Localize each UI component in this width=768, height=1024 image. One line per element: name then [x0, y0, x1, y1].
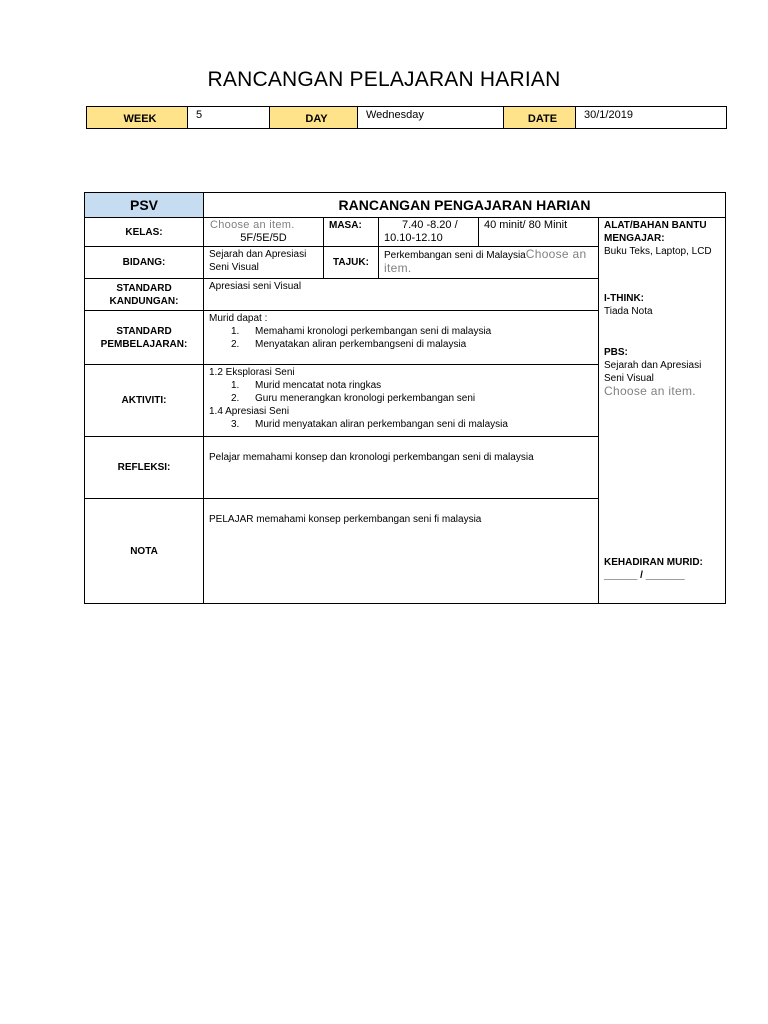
lesson-plan-table	[84, 192, 726, 604]
kelas-choose-placeholder[interactable]: Choose an item.	[210, 219, 295, 231]
masa-label: MASA:	[324, 218, 379, 247]
sk-label-line-2: KANDUNGAN:	[109, 295, 179, 307]
ithink-label: I-THINK:	[604, 293, 644, 304]
day-label: DAY	[270, 107, 358, 129]
tajuk-label: TAJUK:	[324, 247, 379, 279]
refleksi-value[interactable]: Pelajar memahami konsep dan kronologi perkembangan seni di malaysia	[204, 437, 599, 499]
masa-cell[interactable]	[379, 218, 479, 247]
list-item: 1. Murid mencatat nota ringkas	[231, 380, 382, 391]
sp-list	[209, 325, 593, 351]
alat-label: ALAT/BAHAN BANTU MENGAJAR:	[604, 220, 707, 244]
nota-value[interactable]: PELAJAR memahami konsep perkembangan seni fi malaysia	[204, 499, 599, 604]
standard-pembelajaran-cell[interactable]	[204, 311, 599, 365]
aktiviti-heading-1: 1.2 Eksplorasi Seni	[209, 367, 295, 378]
ithink-value[interactable]: Tiada Nota	[604, 306, 653, 317]
sp-label-line-2: PEMBELAJARAN:	[100, 338, 188, 350]
date-value[interactable]: 30/1/2019	[576, 107, 727, 129]
table-title: RANCANGAN PENGAJARAN HARIAN	[204, 193, 726, 218]
sk-label-line-1: STANDARD	[116, 282, 172, 294]
list-item: 2. Menyatakan aliran perkembangseni di malaysia	[231, 339, 467, 350]
kehadiran-label: KEHADIRAN MURID:	[604, 557, 703, 568]
info-table	[86, 106, 727, 129]
bidang-value[interactable]: Sejarah dan Apresiasi Seni Visual	[204, 247, 324, 279]
list-item: 2. Guru menerangkan kronologi perkembangan seni	[231, 393, 476, 404]
standard-kandungan-value[interactable]: Apresiasi seni Visual	[204, 279, 599, 311]
alat-value[interactable]: Buku Teks, Laptop, LCD	[604, 246, 712, 257]
document-title: RANCANGAN PELAJARAN HARIAN	[207, 68, 561, 91]
bidang-label: BIDANG:	[85, 247, 204, 279]
pbs-label: PBS:	[604, 347, 628, 358]
duration-cell[interactable]: 40 minit/ 80 Minit	[479, 218, 599, 247]
aktiviti-list-1	[209, 379, 593, 405]
sp-label-line-1: STANDARD	[116, 325, 172, 337]
refleksi-label: REFLEKSI:	[85, 437, 204, 499]
pbs-choose-placeholder[interactable]: Choose an item.	[604, 384, 696, 398]
aktiviti-heading-2: 1.4 Apresiasi Seni	[209, 406, 290, 417]
list-item: 3. Murid menyatakan aliran perkembangan seni di malaysia	[231, 419, 508, 430]
aktiviti-list-2	[209, 418, 593, 431]
week-value[interactable]: 5	[188, 107, 270, 129]
list-item: 1. Memahami kronologi perkembangan seni di malaysia	[231, 326, 492, 337]
week-label: WEEK	[87, 107, 188, 129]
aktiviti-label: AKTIVITI:	[85, 365, 204, 437]
side-panel	[599, 218, 726, 604]
sp-intro: Murid dapat :	[209, 313, 268, 324]
tajuk-value: Perkembangan seni di Malaysia	[384, 250, 526, 261]
masa-value-1: 7.40 -8.20 /	[402, 219, 458, 231]
nota-label: NOTA	[85, 499, 204, 604]
kelas-value: 5F/5E/5D	[240, 232, 287, 244]
kelas-label: KELAS:	[85, 218, 204, 247]
aktiviti-cell[interactable]	[204, 365, 599, 437]
tajuk-choose-placeholder[interactable]: Choose an item.	[384, 247, 587, 275]
masa-value-2: 10.10-12.10	[384, 232, 443, 244]
kelas-cell[interactable]	[204, 218, 324, 247]
kehadiran-value[interactable]: ______ / _______	[604, 570, 685, 581]
day-value[interactable]: Wednesday	[358, 107, 504, 129]
pbs-value[interactable]: Sejarah dan Apresiasi Seni Visual	[604, 360, 702, 384]
subject-cell: PSV	[85, 193, 204, 218]
date-label: DATE	[504, 107, 576, 129]
standard-pembelajaran-label	[85, 311, 204, 365]
tajuk-cell[interactable]	[379, 247, 599, 279]
standard-kandungan-label	[85, 279, 204, 311]
